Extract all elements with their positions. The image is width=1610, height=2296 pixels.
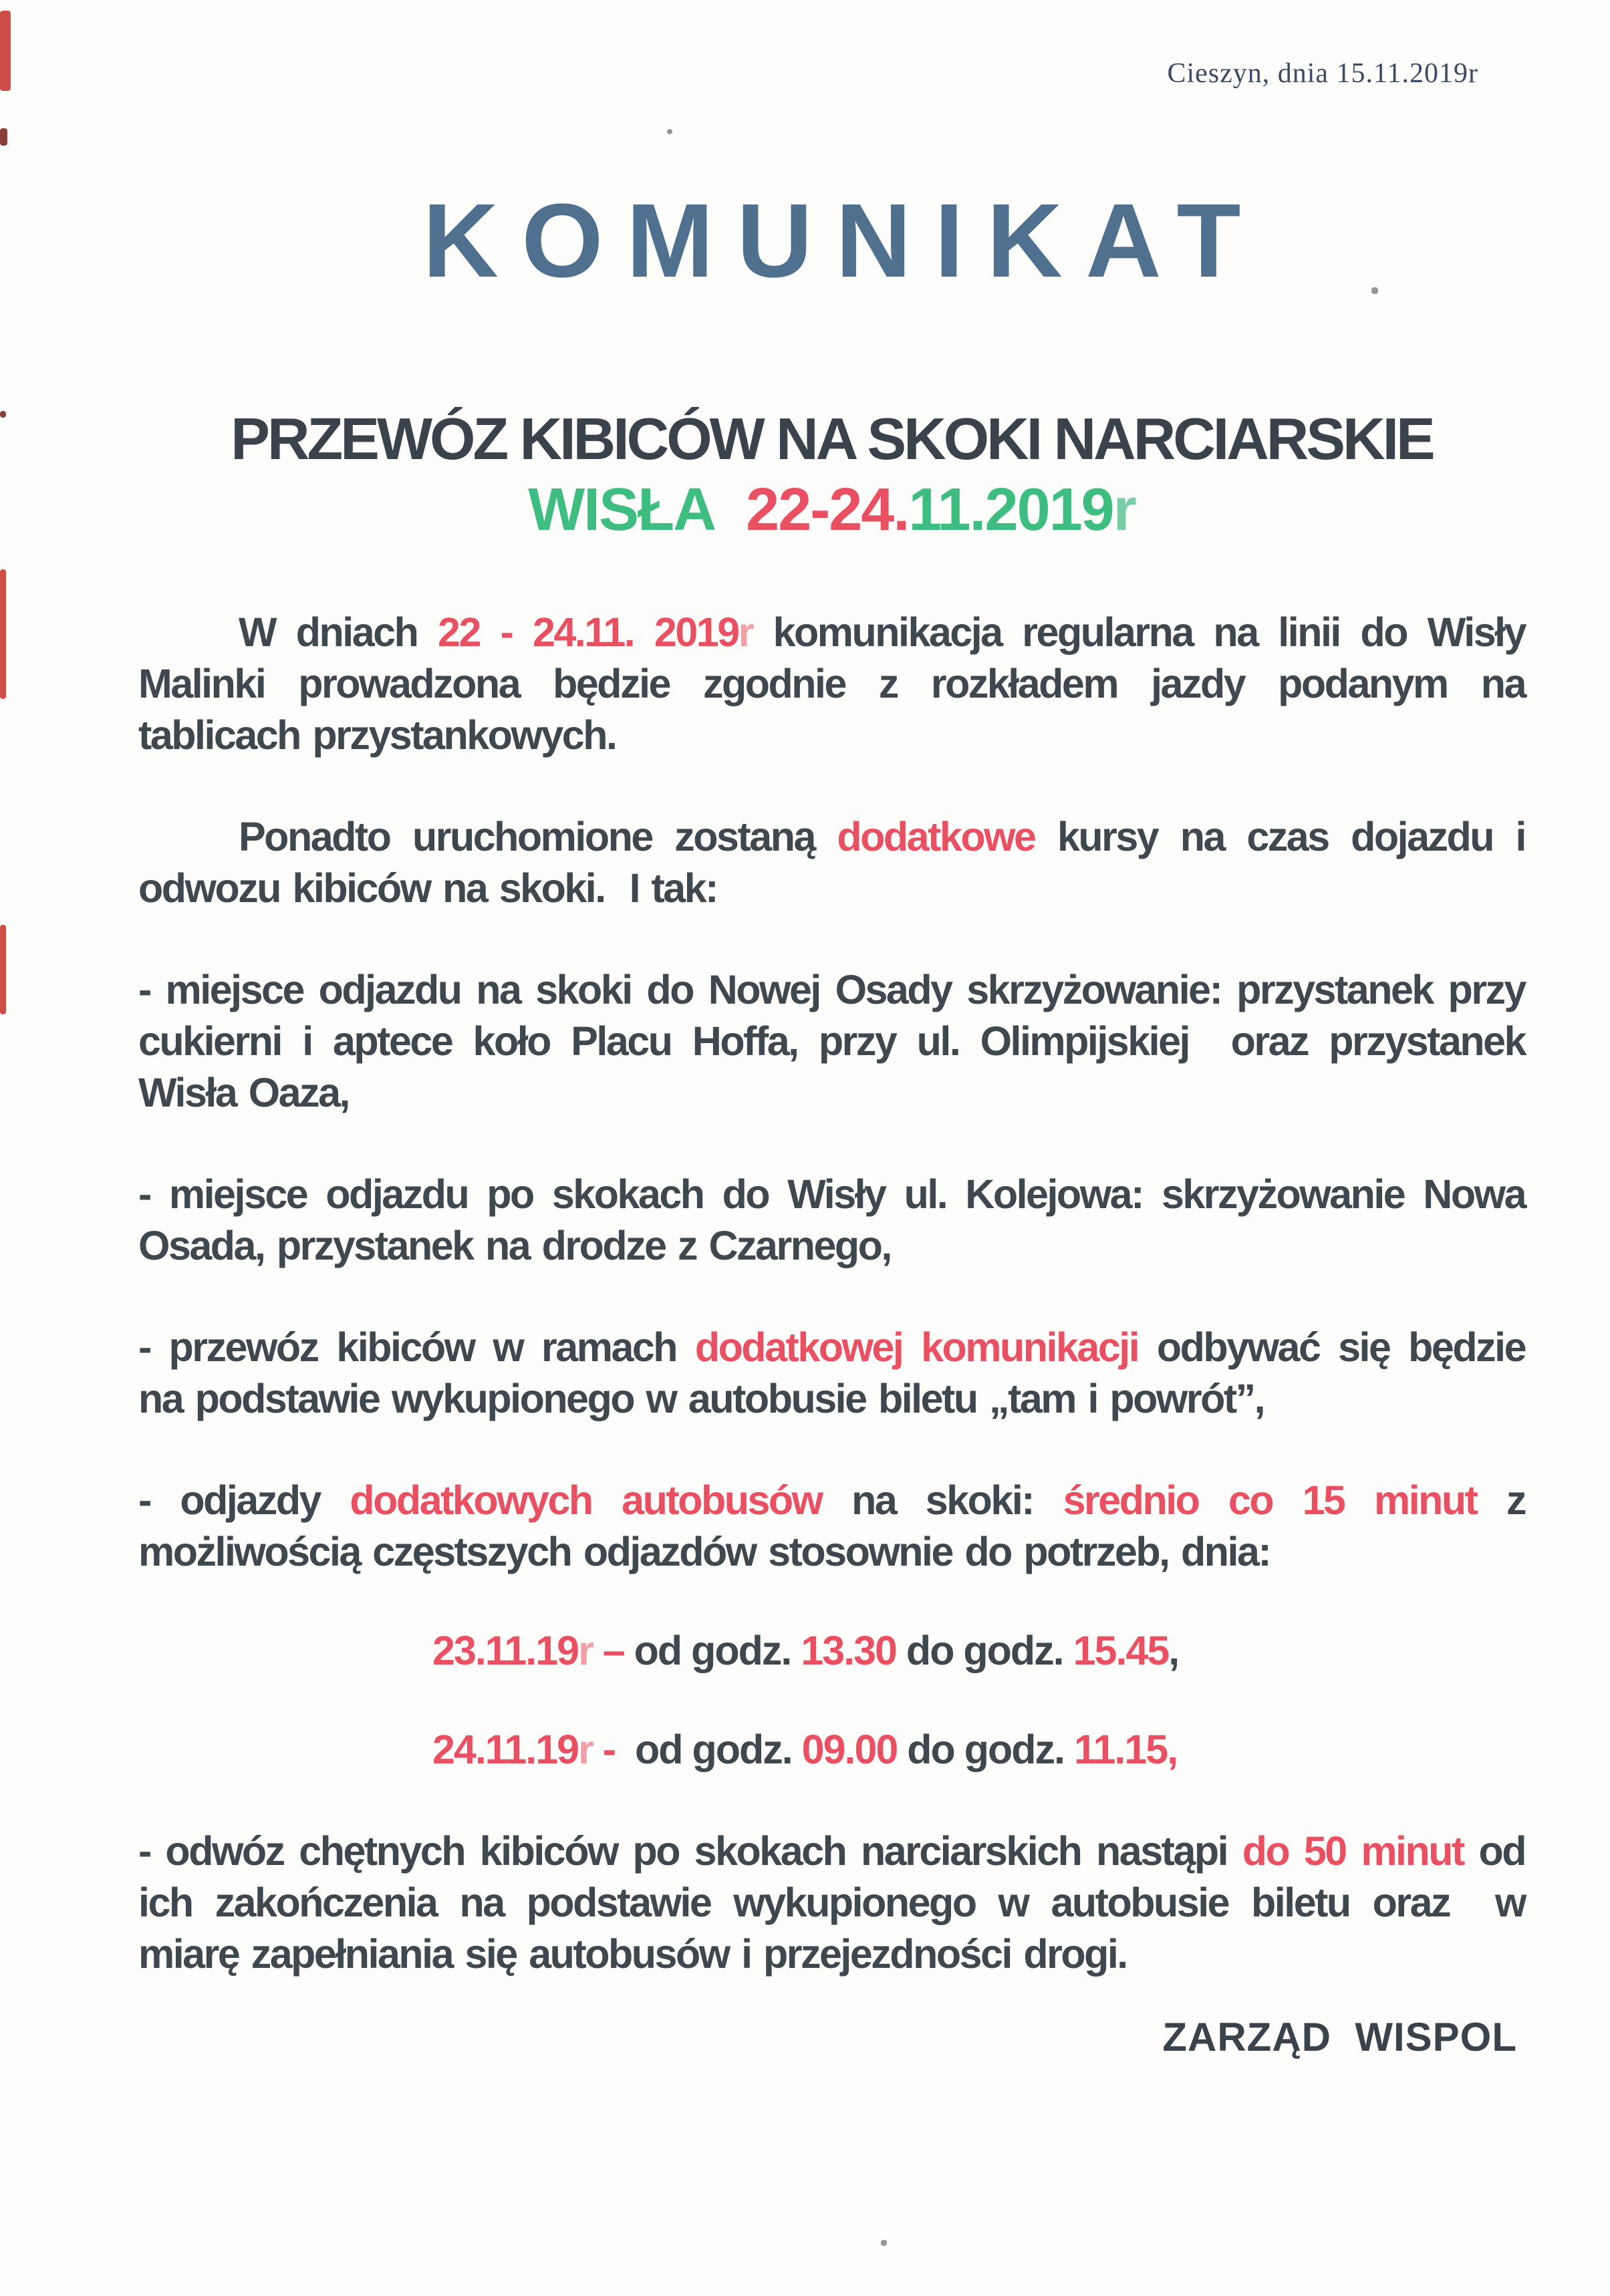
- text-segment: średnio co 15 minut: [1063, 1477, 1477, 1523]
- scan-artifact: [0, 925, 6, 1014]
- scan-artifact: [0, 411, 6, 418]
- scan-artifact: [0, 569, 6, 699]
- text-segment: W dniach: [239, 609, 438, 655]
- signature: ZARZĄD WISPOL: [1162, 2014, 1517, 2059]
- text-segment: - miejsce odjazdu na skoki do Nowej Osady skrzyżowanie: przystanek przy cukierni i aptece koło Placu Hoffa, przy ul. Olimpijskiej oraz przystanek Wisła Oaza,: [138, 966, 1525, 1115]
- text-segment: - przewóz kibiców w ramach: [138, 1324, 695, 1370]
- text-segment: r: [578, 1726, 593, 1772]
- text-segment: 13.30: [801, 1627, 896, 1673]
- text-segment: do godz.: [897, 1726, 1074, 1772]
- text-segment: 24.11.19: [432, 1726, 579, 1772]
- text-segment: na skoki:: [821, 1477, 1063, 1523]
- additional-routes-paragraph: [138, 811, 1525, 914]
- text-segment: -: [592, 1726, 626, 1772]
- text-segment: 22 - 24.11. 2019: [438, 609, 739, 655]
- scan-artifact: [0, 11, 11, 91]
- text-segment: od ich zakończenia na podstawie wykupionego w autobusie biletu oraz w miarę zapełniania się autobusów i przejezdności drogi.: [138, 1828, 1525, 1977]
- text-segment: do godz.: [896, 1627, 1073, 1673]
- subtitle-event: PRZEWÓZ KIBICÓW NA SKOKI NARCIARSKIE: [231, 406, 1433, 472]
- text-segment: do 50 minut: [1242, 1828, 1464, 1874]
- intro-paragraph: [138, 607, 1525, 761]
- text-segment: - miejsce odjazdu po skokach do Wisły ul. Kolejowa: skrzyżowanie Nowa Osada, przystanek na drodze z Czarnego,: [138, 1171, 1525, 1268]
- text-segment: 09.00: [801, 1726, 898, 1772]
- bullet-extra-bus-frequency: [138, 1475, 1525, 1578]
- schedule-line-1: [432, 1625, 1525, 1677]
- bullet-ticket-info: [138, 1322, 1525, 1425]
- text-segment: od godz.: [634, 1627, 801, 1673]
- bullet-departure-to-jumps: [138, 964, 1525, 1119]
- scan-artifact: [1371, 287, 1378, 294]
- scan-artifact: [667, 129, 672, 134]
- text-segment: ,: [1168, 1627, 1179, 1673]
- bullet-departure-after-jumps: [138, 1169, 1525, 1272]
- text-segment: dodatkowe: [837, 813, 1035, 859]
- text-segment: 15.45: [1073, 1627, 1169, 1673]
- schedule-line-2: [432, 1724, 1525, 1775]
- scan-artifact: [0, 128, 7, 146]
- text-segment: od godz.: [625, 1726, 802, 1772]
- text-segment: –: [592, 1627, 634, 1673]
- text-segment: z możliwością częstszych odjazdów stosownie do potrzeb, dnia:: [138, 1477, 1526, 1574]
- text-segment: r: [738, 609, 753, 655]
- text-segment: r: [1113, 476, 1135, 543]
- text-segment: komunikacja regularna na linii do Wisły Malinki prowadzona będzie zgodnie z rozkładem jazdy podanym na tablicach przystankowych.: [138, 609, 1525, 758]
- closing-paragraph: [138, 1826, 1525, 1980]
- subtitle-date-range: [138, 477, 1525, 543]
- text-segment: dodatkowych autobusów: [350, 1477, 822, 1523]
- text-segment: kursy na czas dojazdu i odwozu kibiców na skoki. I tak:: [138, 813, 1525, 911]
- date-line: Cieszyn, dnia 15.11.2019r: [1167, 58, 1478, 89]
- text-segment: - odwóz chętnych kibiców po skokach narciarskich nastąpi: [138, 1828, 1242, 1874]
- text-segment: odbywać się będzie na podstawie wykupionego w autobusie biletu „tam i powrót”,: [138, 1324, 1525, 1421]
- text-segment: 23.11.19: [432, 1627, 579, 1673]
- text-segment: - odjazdy: [138, 1477, 350, 1523]
- text-segment: Ponadto uruchomione zostaną: [239, 813, 837, 859]
- document-title: KOMUNIKAT: [422, 182, 1264, 299]
- text-segment: WISŁA: [528, 476, 747, 543]
- text-segment: 22-24.: [746, 476, 909, 543]
- text-segment: 11.15: [1073, 1726, 1168, 1772]
- text-segment: 11.2019: [908, 476, 1113, 543]
- text-segment: r: [578, 1627, 593, 1673]
- text-segment: ,: [1167, 1726, 1178, 1772]
- text-segment: dodatkowej komunikacji: [694, 1324, 1139, 1370]
- scan-artifact: [881, 2240, 887, 2246]
